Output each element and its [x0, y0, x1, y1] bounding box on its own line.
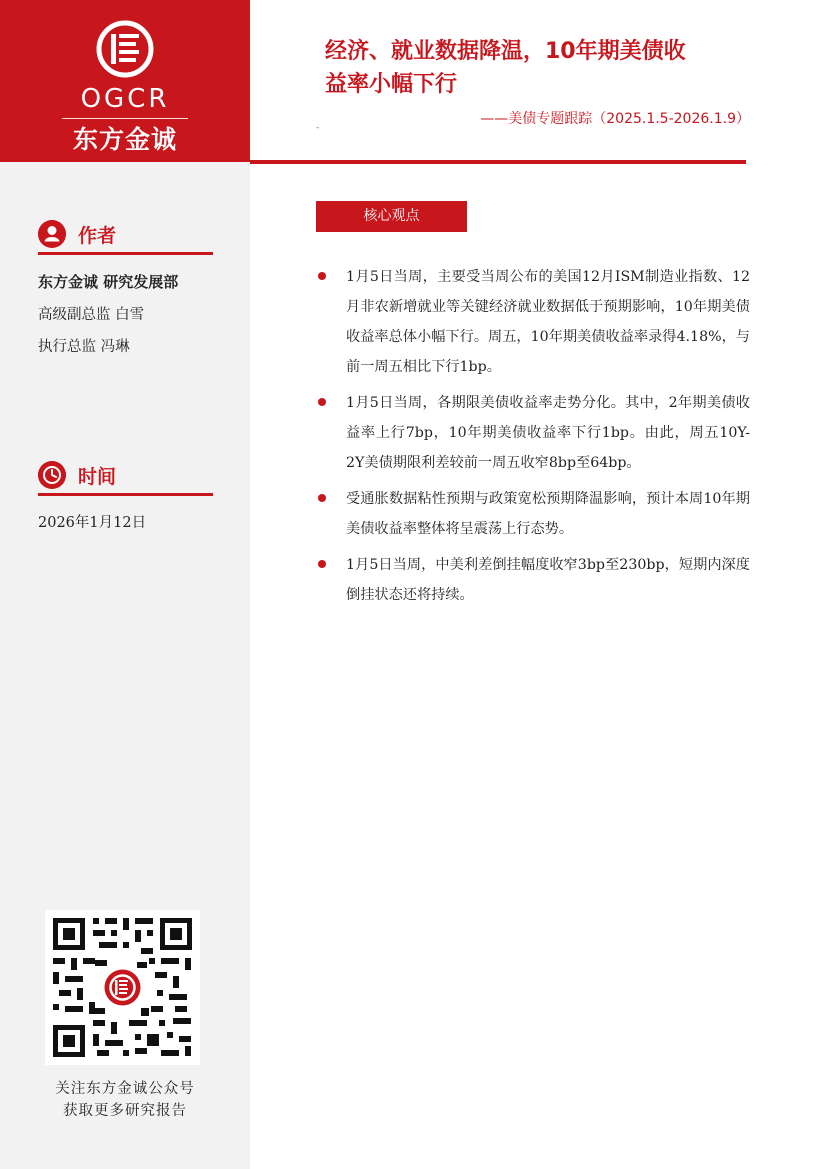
list-item	[316, 484, 750, 544]
time-section-header	[38, 461, 213, 489]
core-views-tag: 核心观点	[316, 201, 467, 232]
qr-code	[45, 910, 200, 1065]
report-subtitle: ——美债专题跟踪（2025.1.5-2026.1.9）	[480, 111, 750, 127]
author-heading: 作者	[78, 225, 117, 247]
qr-code-icon	[45, 910, 200, 1065]
bullet-dot-icon	[318, 494, 326, 502]
report-title-line2: 益率小幅下行	[325, 72, 458, 97]
bullet-dot-icon	[318, 398, 326, 406]
header-divider	[250, 160, 746, 164]
time-heading: 时间	[78, 466, 117, 488]
report-date: 2026年1月12日	[38, 515, 147, 531]
list-item	[316, 388, 750, 478]
author-2: 执行总监 冯琳	[38, 339, 130, 355]
author-divider	[38, 252, 213, 255]
clock-icon	[38, 461, 66, 489]
bullet-text: 1月5日当周，主要受当周公布的美国12月ISM制造业指数、12月非农新增就业等关键经济就业数据低于预期影响，10年期美债收益率总体小幅下行。周五，10年期美债收益率录得4.18%，与前一周五相比下行1bp。	[346, 269, 750, 375]
brand-emblem-icon	[96, 20, 154, 78]
logo-divider	[62, 118, 188, 119]
bullet-text: 1月5日当周，各期限美债收益率走势分化。其中，2年期美债收益率上行7bp，10年期美债收益率下行1bp。由此，周五10Y-2Y美债期限利差较前一周五收窄8bp至64bp。	[346, 395, 750, 471]
brand-name-cn: 东方金诚	[72, 125, 177, 154]
core-views-list	[316, 262, 750, 616]
bullet-dot-icon	[318, 560, 326, 568]
report-title	[325, 35, 755, 101]
brand-logo	[0, 0, 250, 162]
bullet-dot-icon	[318, 272, 326, 280]
bullet-text: 受通胀数据粘性预期与政策宽松预期降温影响，预计本周10年期美债收益率整体将呈震荡上行态势。	[346, 491, 750, 537]
author-dept: 东方金诚 研究发展部	[38, 273, 179, 291]
header-mark: -	[316, 123, 320, 133]
report-title-line1: 经济、就业数据降温，10年期美债收	[325, 39, 686, 64]
list-item	[316, 550, 750, 610]
brand-name-en: OGCR	[80, 84, 170, 114]
qr-caption-line1: 关注东方金诚公众号	[55, 1081, 195, 1097]
author-1: 高级副总监 白雪	[38, 307, 145, 323]
list-item	[316, 262, 750, 382]
author-section-header	[38, 220, 213, 248]
time-divider	[38, 493, 213, 496]
person-icon	[38, 220, 66, 248]
bullet-text: 1月5日当周，中美利差倒挂幅度收窄3bp至230bp，短期内深度倒挂状态还将持续。	[346, 557, 750, 603]
qr-caption-line2: 获取更多研究报告	[63, 1103, 187, 1119]
